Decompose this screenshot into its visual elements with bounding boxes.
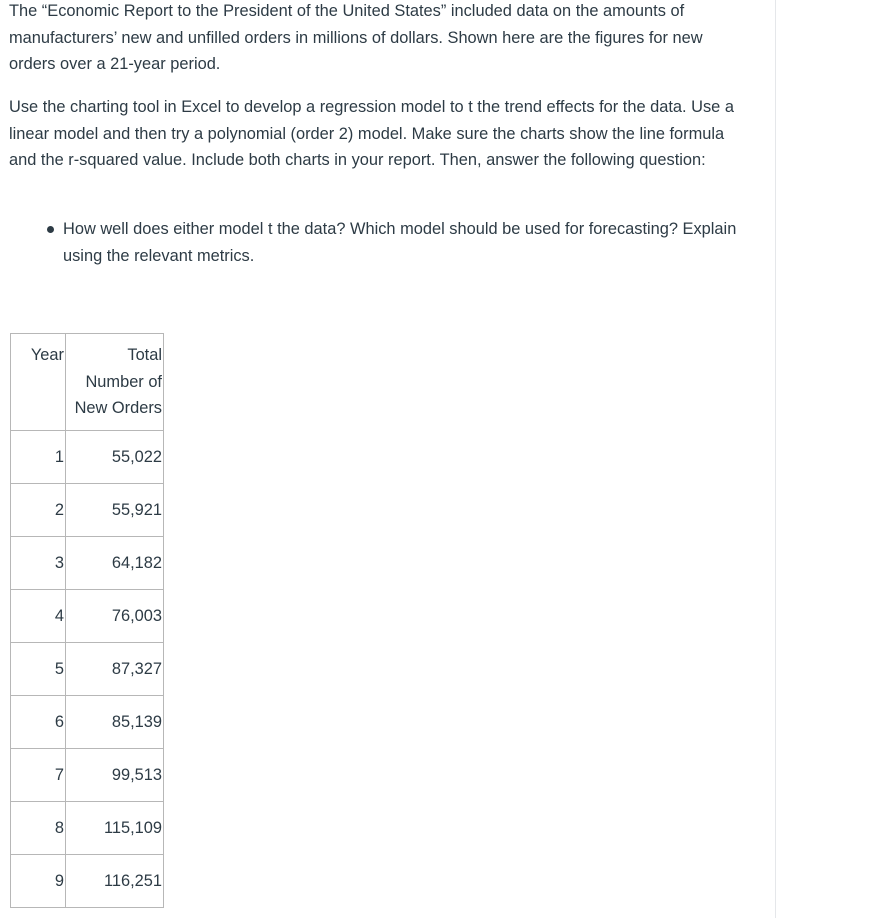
orders-cell: 55,022: [66, 431, 164, 484]
intro-paragraph-2: Use the charting tool in Excel to develop a regression model to t the trend effects for the data. Use a linear model and then try a polynomial (order 2) model. Make sure the charts show the line formula and the r-squared value. Include both charts in your report. Then, answer the following question:: [9, 98, 734, 169]
table-row: [11, 537, 164, 590]
question-text: How well does either model t the data? Which model should be used for forecasting? Explain using the relevant metrics.: [63, 220, 737, 265]
orders-cell: 85,139: [66, 696, 164, 749]
table-row: [11, 643, 164, 696]
year-cell: 9: [11, 855, 66, 908]
year-cell: 7: [11, 749, 66, 802]
new-orders-table: [10, 333, 164, 908]
orders-cell: 87,327: [66, 643, 164, 696]
year-cell: 1: [11, 431, 66, 484]
table-body: [11, 431, 164, 908]
orders-cell: 55,921: [66, 484, 164, 537]
year-cell: 3: [11, 537, 66, 590]
year-cell: 5: [11, 643, 66, 696]
table-header-row: [11, 334, 164, 431]
table-row: [11, 696, 164, 749]
table-row: [11, 749, 164, 802]
orders-cell: 76,003: [66, 590, 164, 643]
content-sidebar-divider: [775, 0, 776, 918]
table-row: [11, 484, 164, 537]
table-row: [11, 590, 164, 643]
orders-cell: 116,251: [66, 855, 164, 908]
list-item: [63, 216, 763, 269]
year-cell: 8: [11, 802, 66, 855]
year-cell: 2: [11, 484, 66, 537]
year-cell: 4: [11, 590, 66, 643]
year-cell: 6: [11, 696, 66, 749]
question-list: [9, 216, 763, 269]
column-header-total-new-orders: Total Number of New Orders: [66, 334, 164, 431]
column-header-year: Year: [11, 334, 66, 431]
table-row: [11, 802, 164, 855]
bullet-icon: [47, 226, 54, 233]
table-row: [11, 855, 164, 908]
table-row: [11, 431, 164, 484]
intro-paragraph-1: The “Economic Report to the President of the United States” included data on the amounts of manufacturers’ new and unfilled orders in millions of dollars. Shown here are the figures for new orders over a 21-year period.: [9, 2, 703, 73]
orders-cell: 64,182: [66, 537, 164, 590]
orders-cell: 115,109: [66, 802, 164, 855]
orders-cell: 99,513: [66, 749, 164, 802]
